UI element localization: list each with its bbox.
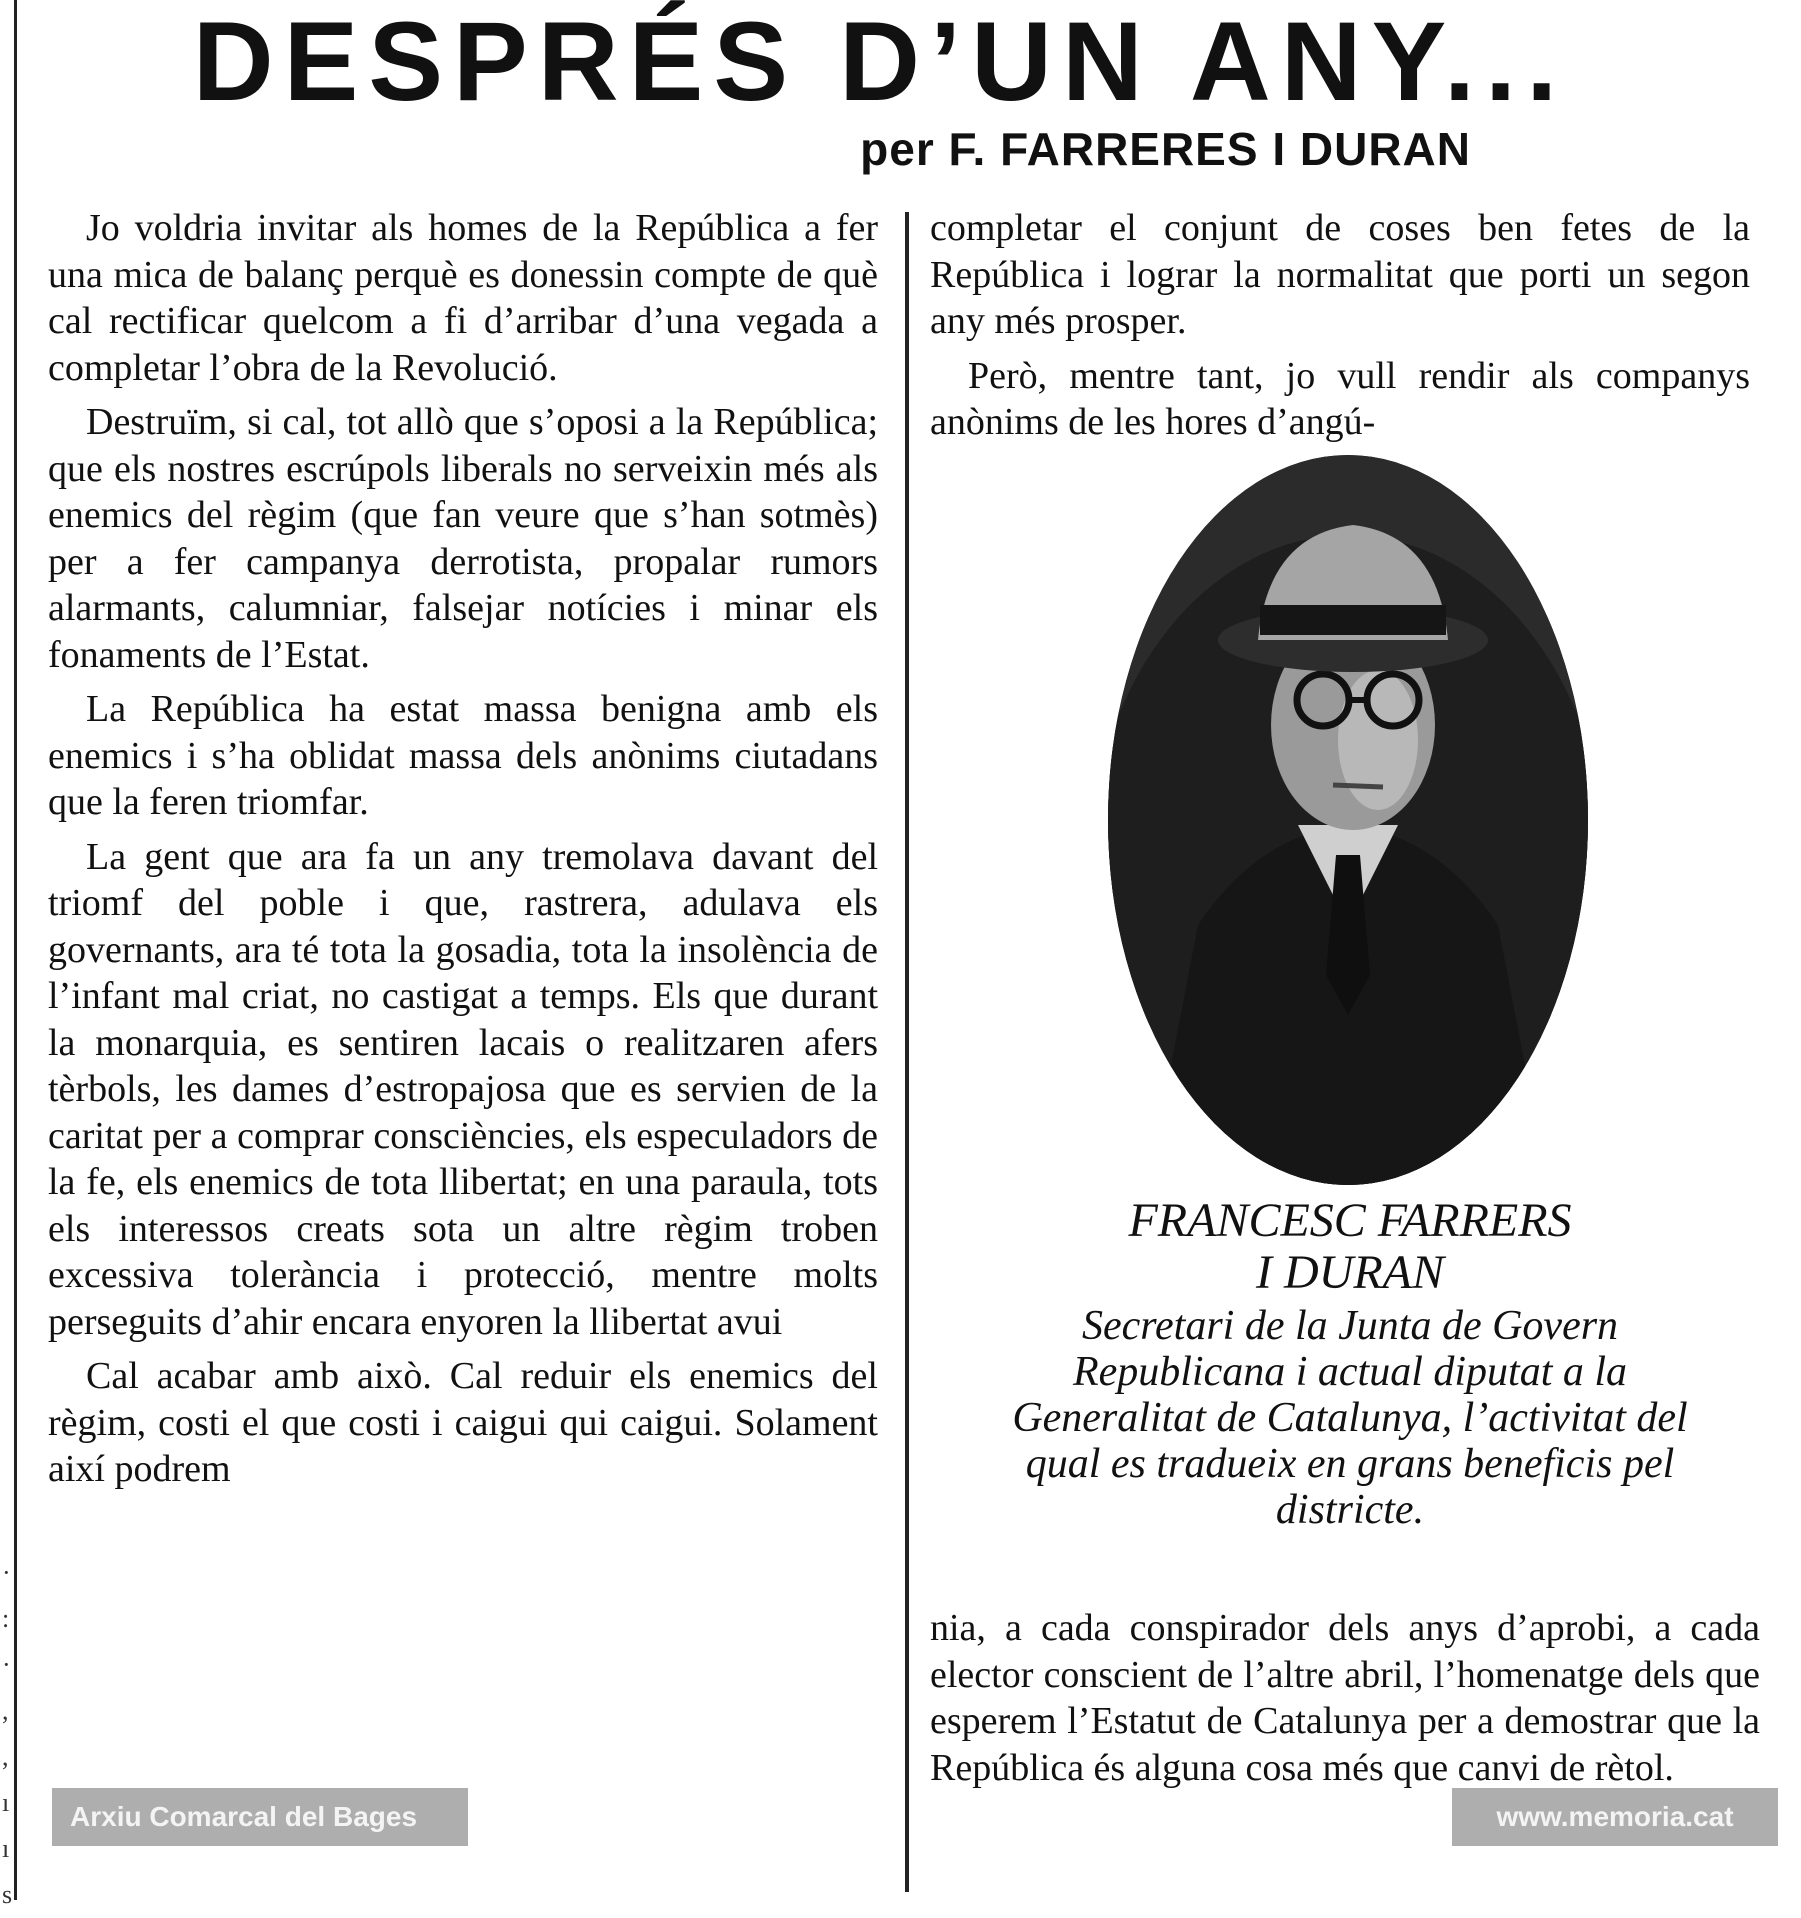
photo-caption-description: Secretari de la Junta de Govern Republicana i actual diputat a la Generalitat de Catalunya, l’activitat del qual es tradueix en grans beneficis pel districte. — [1012, 1303, 1688, 1533]
right-column-bottom — [930, 1605, 1760, 1791]
caption-name-line: I DURAN — [1256, 1246, 1444, 1299]
left-page-rule — [14, 0, 17, 1900]
left-column — [48, 205, 878, 1501]
right-column-top — [930, 205, 1750, 454]
paragraph: La República ha estat massa benigna amb els enemics i s’ha oblidat massa dels anònims ciutadans que la feren triomfar. — [48, 688, 878, 823]
article-title: DESPRÉS D’UN ANY... — [192, 0, 1568, 124]
archive-watermark-left: Arxiu Comarcal del Bages — [52, 1788, 468, 1846]
paragraph: Jo voldria invitar als homes de la República a fer una mica de balanç perquè es donessin compte de què cal rectificar quelcom a fi d’arribar d’una vegada a completar l’obra de la Revolució. — [48, 207, 878, 389]
paragraph: Però, mentre tant, jo vull rendir als companys anònims de les hores d’angú- — [930, 354, 1750, 443]
portrait-drawing — [1108, 455, 1588, 1185]
column-divider — [905, 212, 909, 1892]
paragraph: Destruïm, si cal, tot allò que s’oposi a la República; que els nostres escrúpols liberals no serveixin més als enemics del règim (que fan veure que s’han sotmès) per a fer campanya derrotista, propalar rumors alarmants, calumniar, falsejar notícies i minar els fonaments de l’Estat. — [48, 401, 878, 676]
paragraph: La gent que ara fa un any tremolava davant del triomf del poble i que, rastrera, adulava els governants, ara té tota la gosadia, tota la insolència de l’infant mal criat, no castigat a temps. Els que durant la monarquia, es sentiren lacais o realitzaren afers tèrbols, les dames d’estropajosa que es servien de la caritat per a comprar consciències, els especuladors de la fe, els enemics de tota llibertat; en una paraula, tots els interessos creats sota un altre règim troben excessiva tolerància i protecció, mentre molts perseguits d’ahir encara enyoren la llibertat avui — [48, 835, 878, 1343]
paragraph: completar el conjunt de coses ben fetes de la República i lograr la normalitat que porti un segon any més prosper. — [930, 207, 1750, 342]
article-byline: per F. FARRERES I DURAN — [860, 123, 1471, 175]
caption-name-line: FRANCESC FARRERS — [1128, 1194, 1572, 1247]
paragraph: Cal acabar amb això. Cal reduir els enemics del règim, costi el que costi i caigui qui caigui. Solament així podrem — [48, 1355, 878, 1490]
photo-caption-name — [1000, 1195, 1700, 1299]
archive-watermark-right: www.memoria.cat — [1452, 1788, 1778, 1846]
paragraph: nia, a cada conspirador dels anys d’aprobi, a cada elector conscient de l’altre abril, l’homenatge dels que esperem l’Estatut de Catalunya per a demostrar que la República és alguna cosa més que canvi de rètol. — [930, 1607, 1760, 1789]
portrait-photo-icon — [1108, 455, 1588, 1185]
margin-marks: · : · , , ı ı s — [2, 1558, 13, 1909]
